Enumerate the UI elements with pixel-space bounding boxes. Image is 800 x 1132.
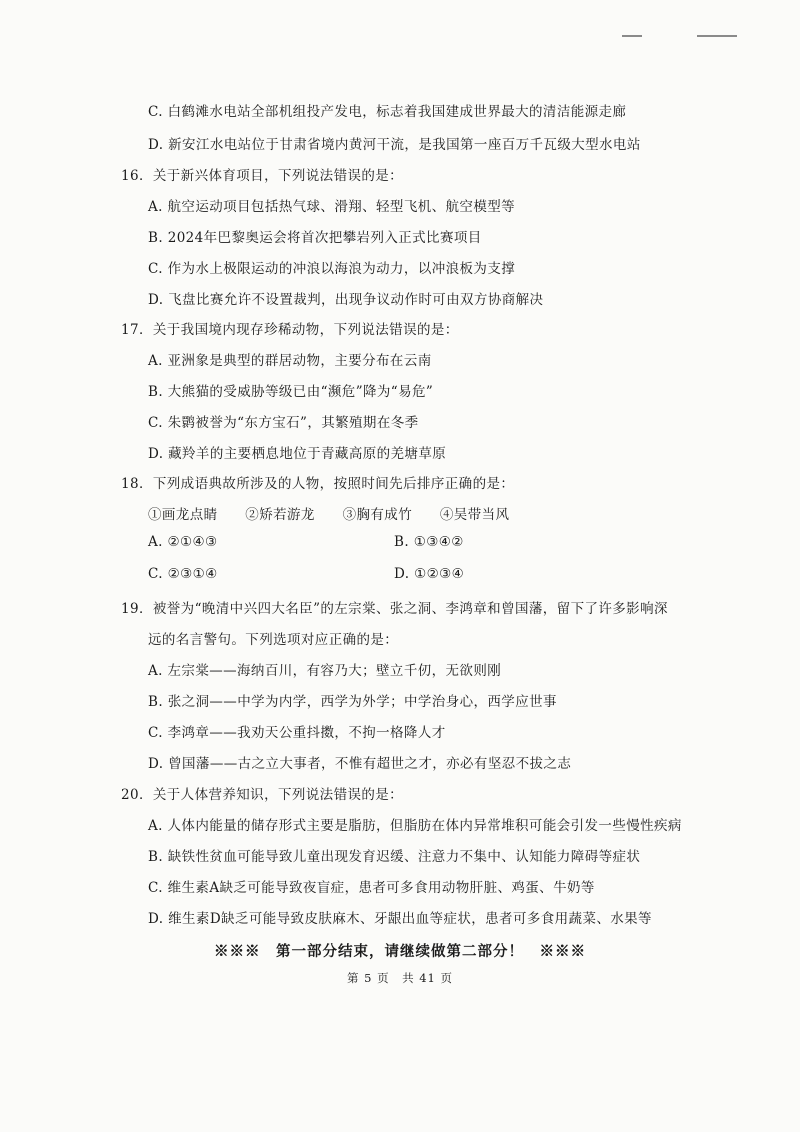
question-18-items: ①画龙点睛 ②矫若游龙 ③胸有成竹 ④吴带当风 — [148, 507, 510, 523]
page-number: 第 5 页 共 41 页 — [346, 971, 454, 985]
question-19-stem-cont: 远的名言警句。下列选项对应正确的是： — [148, 632, 399, 648]
option-16-c: C. 作为水上极限运动的冲浪以海浪为动力，以冲浪板为支撑 — [148, 261, 516, 277]
option-19-d: D. 曾国藩——古之立大事者，不惟有超世之才，亦必有坚忍不拔之志 — [148, 756, 572, 772]
option-17-b: B. 大熊猫的受威胁等级已由“濒危”降为“易危” — [148, 384, 434, 400]
option-15-d: D. 新安江水电站位于甘肃省境内黄河干流，是我国第一座百万千瓦级大型水电站 — [148, 137, 641, 153]
option-15-c: C. 白鹤滩水电站全部机组投产发电，标志着我国建成世界最大的清洁能源走廊 — [148, 104, 627, 120]
option-19-a: A. 左宗棠——海纳百川，有容乃大；壁立千仞，无欲则刚 — [148, 663, 502, 679]
question-17-stem: 17．关于我国境内现存珍稀动物，下列说法错误的是： — [121, 322, 459, 338]
option-16-b: B. 2024年巴黎奥运会将首次把攀岩列入正式比赛项目 — [148, 230, 482, 246]
option-17-d: D. 藏羚羊的主要栖息地位于青藏高原的羌塘草原 — [148, 446, 447, 462]
option-18-b: B. ①③④② — [394, 534, 464, 550]
question-18-stem: 18．下列成语典故所涉及的人物，按照时间先后排序正确的是： — [121, 476, 515, 492]
question-19-stem: 19．被誉为“晚清中兴四大名臣”的左宗棠、张之洞、李鸿章和曾国藩，留下了许多影响深 — [121, 601, 668, 617]
option-17-a: A. 亚洲象是典型的群居动物，主要分布在云南 — [148, 353, 432, 369]
option-18-d: D. ①②③④ — [394, 566, 465, 582]
option-17-c: C. 朱鹮被誉为“东方宝石”，其繁殖期在冬季 — [148, 415, 419, 431]
scan-mark-left — [622, 35, 642, 37]
option-20-a: A. 人体内能量的储存形式主要是脂肪，但脂肪在体内异常堆积可能会引发一些慢性疾病 — [148, 818, 682, 834]
option-20-b: B. 缺铁性贫血可能导致儿童出现发育迟缓、注意力不集中、认知能力障碍等症状 — [148, 849, 641, 865]
question-16-stem: 16．关于新兴体育项目，下列说法错误的是： — [121, 168, 404, 184]
option-20-d: D. 维生素D缺乏可能导致皮肤麻木、牙龈出血等症状，患者可多食用蔬菜、水果等 — [148, 911, 652, 927]
option-16-a: A. 航空运动项目包括热气球、滑翔、轻型飞机、航空模型等 — [148, 199, 516, 215]
option-18-c: C. ②③①④ — [148, 566, 218, 582]
option-20-c: C. 维生素A缺乏可能导致夜盲症，患者可多食用动物肝脏、鸡蛋、牛奶等 — [148, 880, 595, 896]
option-16-d: D. 飞盘比赛允许不设置裁判，出现争议动作时可由双方协商解决 — [148, 292, 544, 308]
section-end-note: ※※※ 第一部分结束，请继续做第二部分！ ※※※ — [214, 943, 586, 960]
question-20-stem: 20．关于人体营养知识，下列说法错误的是： — [121, 787, 404, 803]
option-18-a: A. ②①④③ — [148, 534, 218, 550]
option-19-b: B. 张之洞——中学为内学，西学为外学；中学治身心，西学应世事 — [148, 694, 557, 710]
option-19-c: C. 李鸿章——我劝天公重抖擞，不拘一格降人才 — [148, 725, 446, 741]
scan-mark-right — [697, 35, 737, 37]
